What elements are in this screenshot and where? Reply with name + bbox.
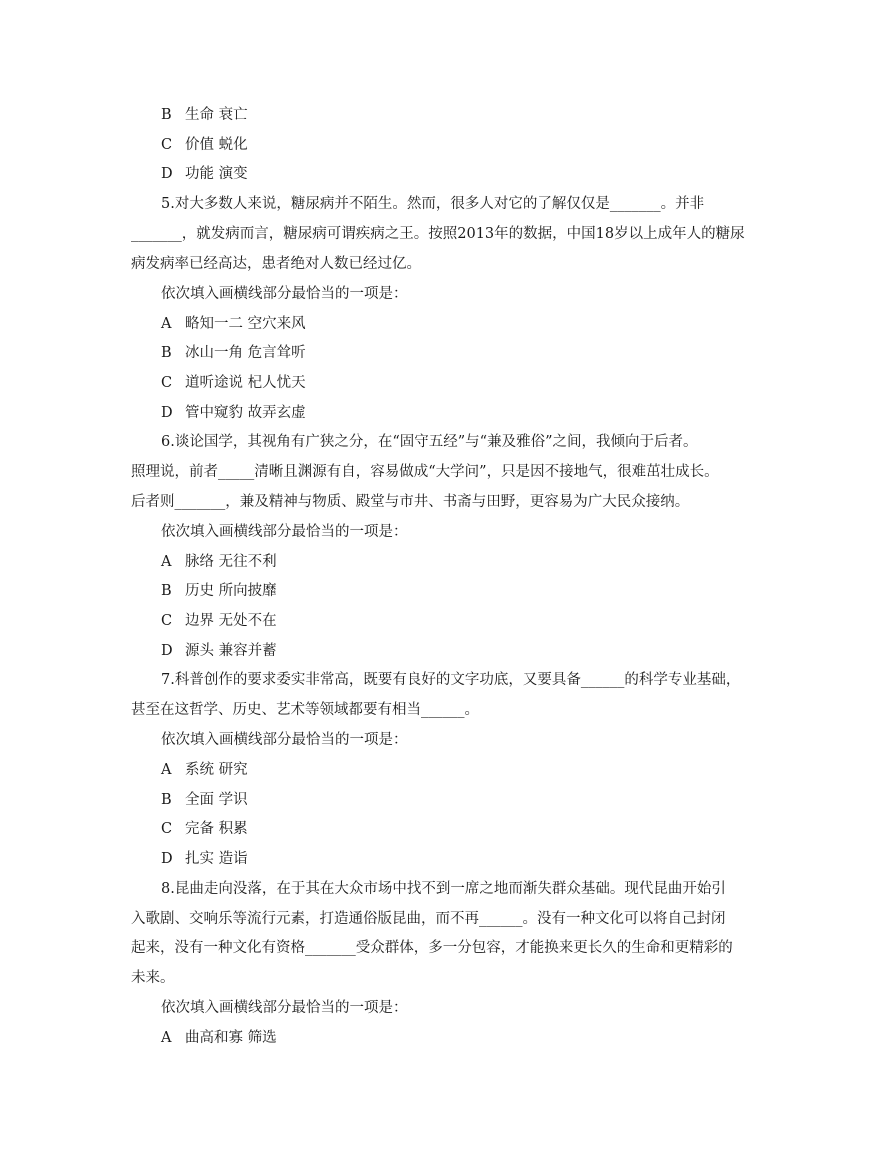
q6-stem-line-3: 后者则_______，兼及精神与物质、殿堂与市井、书斋与田野，更容易为广大民众接纳。 — [131, 494, 690, 510]
q5-option-d — [161, 403, 306, 423]
q4-option-b — [161, 105, 248, 125]
option-letter: B — [161, 345, 172, 361]
option-text: 生命 衰亡 — [185, 107, 248, 123]
q5-prompt: 依次填入画横线部分最恰当的一项是： — [161, 286, 408, 302]
option-text: 源头 兼容并蓄 — [185, 643, 277, 659]
q5-stem-line-2: _______，就发病而言，糖尿病可谓疾病之王。按照2013年的数据，中国18岁以上成年人的糖尿 — [131, 226, 745, 242]
q7-stem-line-1: 7.科普创作的要求委实非常高，既要有良好的文字功底，又要具备______的科学专业基础， — [161, 672, 741, 688]
option-letter: C — [161, 375, 173, 391]
option-text: 边界 无处不在 — [185, 613, 277, 629]
q6-option-d — [161, 641, 277, 661]
q6-stem-line-1: 6.谈论国学，其视角有广狭之分，在“固守五经”与“兼及雅俗”之间，我倾向于后者。 — [161, 434, 698, 450]
q8-stem-line-2: 入歌剧、交响乐等流行元素，打造通俗版昆曲，而不再______。没有一种文化可以将自己封闭 — [131, 911, 726, 927]
option-text: 历史 所向披靡 — [185, 583, 277, 599]
q7-option-c — [161, 819, 248, 839]
option-text: 道听途说 杞人忧天 — [185, 375, 306, 391]
option-letter: A — [161, 762, 172, 778]
q7-stem-line-2: 甚至在这哲学、历史、艺术等领域都要有相当______。 — [131, 702, 479, 718]
q4-option-d — [161, 164, 248, 184]
q8-stem-line-3: 起来，没有一种文化有资格_______受众群体，多一分包容，才能换来更长久的生命和更精彩的 — [131, 940, 733, 956]
option-text: 管中窥豹 故弄玄虚 — [185, 405, 306, 421]
option-letter: B — [161, 792, 172, 808]
option-letter: B — [161, 107, 172, 123]
option-text: 价值 蜕化 — [185, 137, 248, 153]
option-letter: B — [161, 583, 172, 599]
option-letter: A — [161, 1030, 172, 1046]
q8-stem-line-4: 未来。 — [131, 970, 175, 986]
option-letter: C — [161, 137, 173, 153]
option-text: 冰山一角 危言耸听 — [185, 345, 306, 361]
q6-option-a — [161, 552, 277, 572]
q5-stem-line-3: 病发病率已经高达，患者绝对人数已经过亿。 — [131, 256, 421, 272]
option-letter: C — [161, 613, 173, 629]
q7-option-d — [161, 849, 248, 869]
q7-option-a — [161, 760, 248, 780]
q8-stem-line-1: 8.昆曲走向没落，在于其在大众市场中找不到一席之地而渐失群众基础。现代昆曲开始引 — [161, 881, 726, 897]
option-text: 略知一二 空穴来风 — [185, 316, 306, 332]
option-letter: D — [161, 166, 173, 182]
option-text: 曲高和寡 筛选 — [185, 1030, 277, 1046]
option-letter: A — [161, 554, 172, 570]
q5-option-b — [161, 343, 306, 363]
option-letter: D — [161, 643, 173, 659]
q5-stem-line-1: 5.对大多数人来说，糖尿病并不陌生。然而，很多人对它的了解仅仅是_______。并非 — [161, 196, 705, 212]
option-text: 完备 积累 — [185, 821, 248, 837]
q5-option-a — [161, 314, 306, 334]
q6-stem-line-2: 照理说，前者_____清晰且渊源有自，容易做成“大学问”，只是因不接地气，很难茁壮成长。 — [131, 464, 719, 480]
q8-prompt: 依次填入画横线部分最恰当的一项是： — [161, 1000, 408, 1016]
option-letter: A — [161, 316, 172, 332]
option-text: 系统 研究 — [185, 762, 248, 778]
q4-option-c — [161, 135, 248, 155]
q6-option-c — [161, 611, 277, 631]
q8-option-a — [161, 1028, 277, 1048]
option-letter: D — [161, 851, 173, 867]
q7-prompt: 依次填入画横线部分最恰当的一项是： — [161, 732, 408, 748]
option-text: 全面 学识 — [185, 792, 248, 808]
q6-option-b — [161, 581, 277, 601]
option-letter: D — [161, 405, 173, 421]
option-text: 扎实 造诣 — [185, 851, 248, 867]
option-text: 功能 演变 — [185, 166, 248, 182]
q7-option-b — [161, 790, 248, 810]
q6-prompt: 依次填入画横线部分最恰当的一项是： — [161, 524, 408, 540]
option-text: 脉络 无往不利 — [185, 554, 277, 570]
option-letter: C — [161, 821, 173, 837]
q5-option-c — [161, 373, 306, 393]
